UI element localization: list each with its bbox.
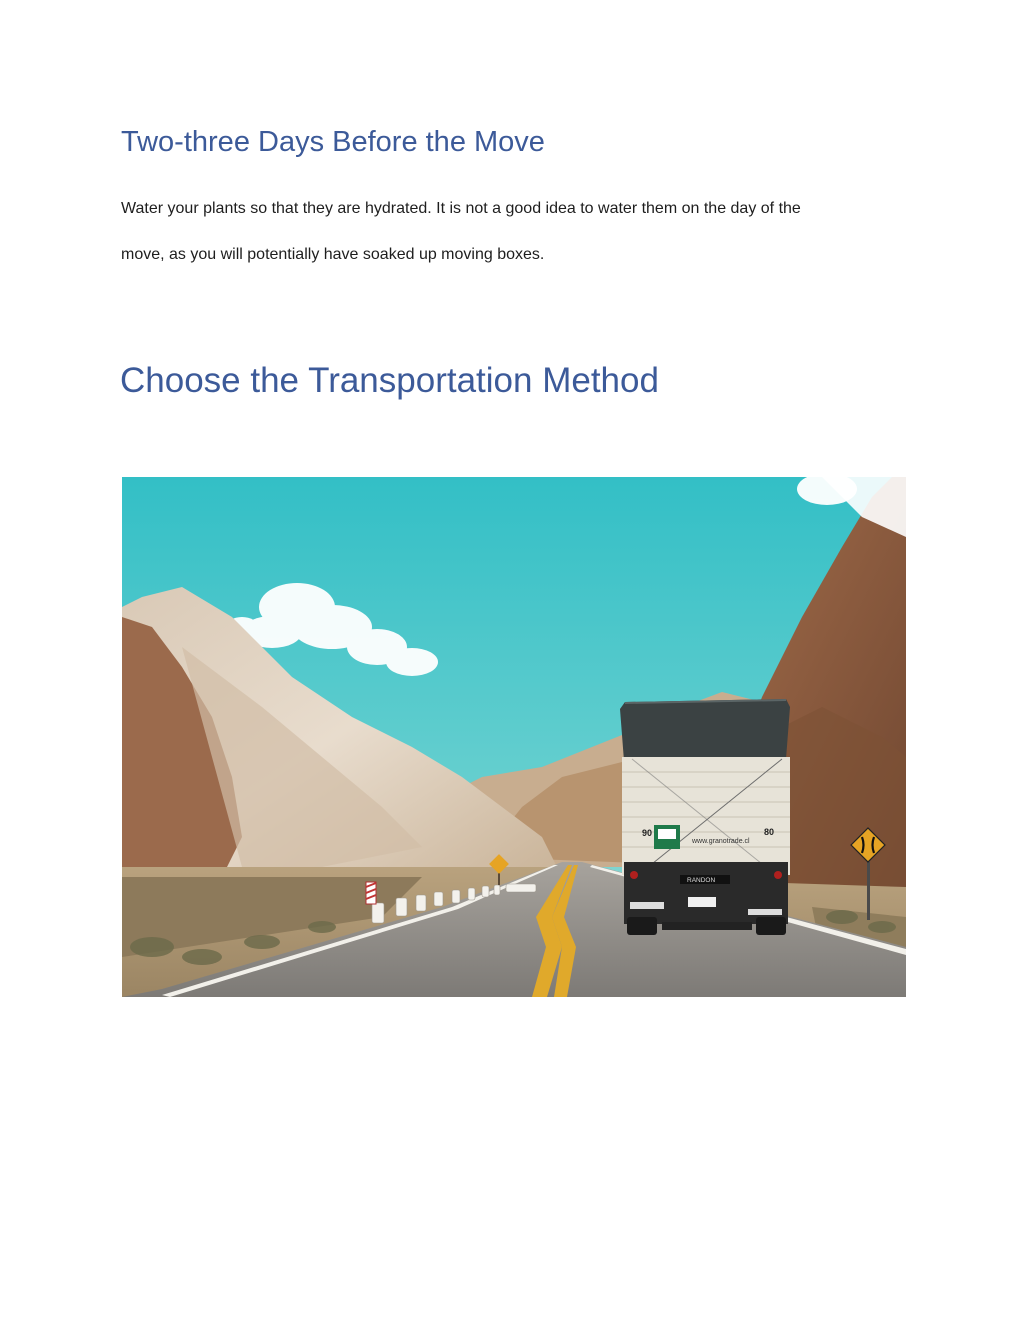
truck-brand-text: RANDON [687, 877, 716, 884]
truck-shape [620, 699, 790, 935]
paragraph-line-2: move, as you will potentially have soaked up moving boxes. [121, 246, 545, 263]
truck-website-text: www.granotrade.cl [692, 838, 750, 845]
truck-number-right: 80 [764, 827, 775, 837]
section-heading: Two-three Days Before the Move [121, 126, 545, 158]
truck-road-photo [122, 477, 906, 997]
truck-number-left: 90 [642, 828, 653, 838]
main-heading: Choose the Transportation Method [120, 361, 659, 400]
paragraph-line-1: Water your plants so that they are hydrated. It is not a good idea to water them on the day of the [121, 200, 801, 217]
